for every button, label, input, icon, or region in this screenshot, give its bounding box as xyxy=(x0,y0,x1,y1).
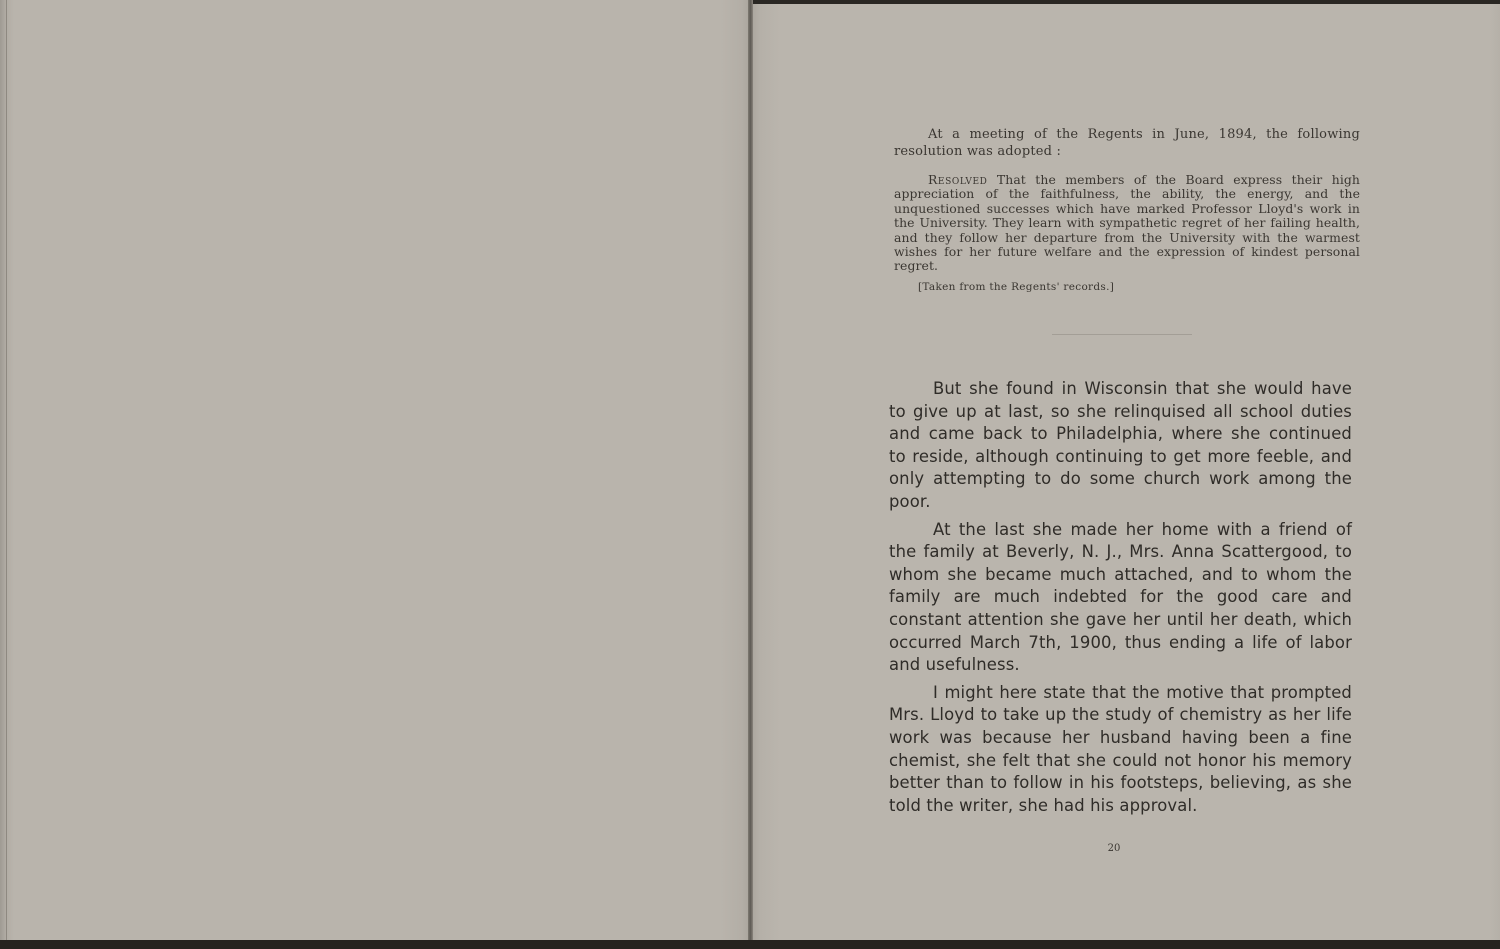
resolution-intro: At a meeting of the Regents in June, 1894, the following resolution was adopted : xyxy=(894,127,1360,159)
page-edge xyxy=(6,0,7,942)
resolved-body: That the members of the Board express their high appreciation of the faithfulness, the ability, the energy, and the unquestioned successes which have marked Professor Lloyd's work in the University. They learn with sympathetic regret of her failing health, and they follow her departure from the University with the warmest wishes for her future welfare and the expression of kindest personal regret. xyxy=(894,172,1360,274)
section-divider xyxy=(1052,334,1192,335)
paragraph-2: At the last she made her home with a friend of the family at Beverly, N. J., Mrs. Anna Scattergood, to whom she became much attached, and to whom the family are much indebted for the good care and constant attention she gave her until her death, which occurred March 7th, 1900, thus ending a life of labor and usefulness. xyxy=(889,519,1352,675)
body-text xyxy=(889,378,1352,817)
paragraph-3: I might here state that the motive that prompted Mrs. Lloyd to take up the study of chemistry as her life work was because her husband having been a fine chemist, she felt that she could not honor his memory better than to follow in his footsteps, believing, as she told the writer, she had his approval. xyxy=(889,682,1352,815)
resolution-text xyxy=(894,173,1360,274)
resolved-heading: Resolved xyxy=(928,172,988,187)
book-gutter xyxy=(748,0,753,942)
resolution-source: [Taken from the Regents' records.] xyxy=(918,280,1115,293)
left-page-blank xyxy=(0,0,752,942)
page-number: 20 xyxy=(1107,843,1121,854)
regents-resolution xyxy=(894,126,1360,294)
book-bottom-edge xyxy=(0,940,1500,949)
paragraph-1: But she found in Wisconsin that she would have to give up at last, so she relinquised all school duties and came back to Philadelphia, where she continued to reside, although continuing to get more feeble, and only attempting to do some church work among the poor. xyxy=(889,379,1352,511)
